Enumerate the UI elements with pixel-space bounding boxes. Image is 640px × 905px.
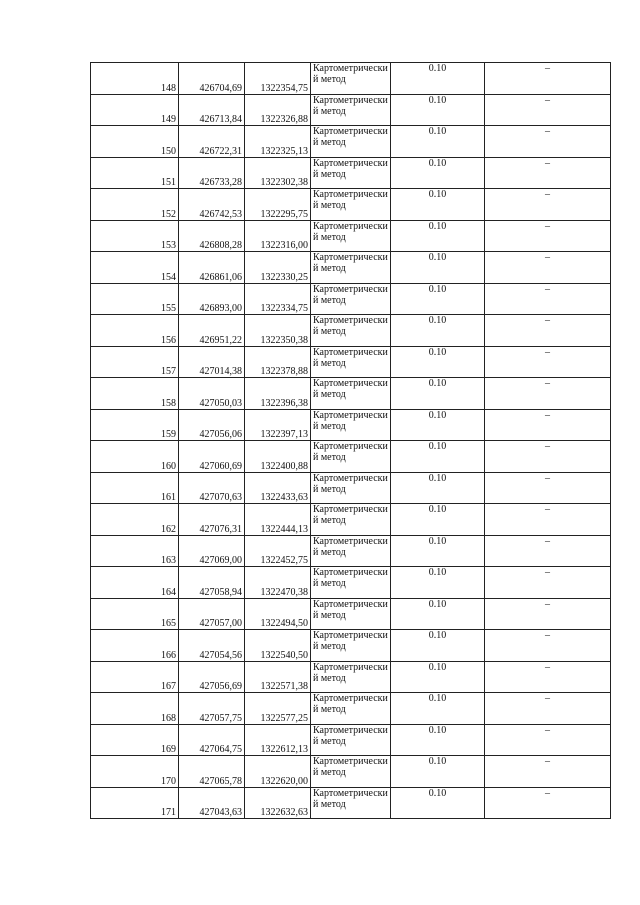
method-cell: Картометрический метод bbox=[311, 787, 391, 819]
note-cell: – bbox=[485, 346, 611, 378]
coordinate-x-cell: 427056,69 bbox=[179, 661, 245, 693]
accuracy-cell: 0.10 bbox=[391, 409, 485, 441]
table-row bbox=[91, 126, 611, 158]
note-cell: – bbox=[485, 787, 611, 819]
point-number-cell: 160 bbox=[91, 441, 179, 473]
method-cell: Картометрический метод bbox=[311, 441, 391, 473]
method-cell: Картометрический метод bbox=[311, 630, 391, 662]
note-cell: – bbox=[485, 756, 611, 788]
note-cell: – bbox=[485, 567, 611, 599]
table-row bbox=[91, 220, 611, 252]
note-cell: – bbox=[485, 315, 611, 347]
accuracy-cell: 0.10 bbox=[391, 661, 485, 693]
accuracy-cell: 0.10 bbox=[391, 630, 485, 662]
coordinate-y-cell: 1322400,88 bbox=[245, 441, 311, 473]
table-row bbox=[91, 693, 611, 725]
accuracy-cell: 0.10 bbox=[391, 598, 485, 630]
coordinate-y-cell: 1322433,63 bbox=[245, 472, 311, 504]
point-number-cell: 155 bbox=[91, 283, 179, 315]
method-cell: Картометрический метод bbox=[311, 409, 391, 441]
table-row bbox=[91, 189, 611, 221]
coordinate-x-cell: 426742,53 bbox=[179, 189, 245, 221]
coordinate-y-cell: 1322397,13 bbox=[245, 409, 311, 441]
accuracy-cell: 0.10 bbox=[391, 189, 485, 221]
point-number-cell: 152 bbox=[91, 189, 179, 221]
accuracy-cell: 0.10 bbox=[391, 441, 485, 473]
accuracy-cell: 0.10 bbox=[391, 252, 485, 284]
point-number-cell: 161 bbox=[91, 472, 179, 504]
coordinate-x-cell: 427076,31 bbox=[179, 504, 245, 536]
table-row bbox=[91, 598, 611, 630]
table-row bbox=[91, 787, 611, 819]
coordinate-y-cell: 1322350,38 bbox=[245, 315, 311, 347]
point-number-cell: 165 bbox=[91, 598, 179, 630]
method-cell: Картометрический метод bbox=[311, 94, 391, 126]
note-cell: – bbox=[485, 630, 611, 662]
method-cell: Картометрический метод bbox=[311, 63, 391, 95]
table-row bbox=[91, 661, 611, 693]
note-cell: – bbox=[485, 283, 611, 315]
note-cell: – bbox=[485, 189, 611, 221]
table-row bbox=[91, 94, 611, 126]
coordinate-y-cell: 1322577,25 bbox=[245, 693, 311, 725]
point-number-cell: 153 bbox=[91, 220, 179, 252]
coordinate-y-cell: 1322444,13 bbox=[245, 504, 311, 536]
accuracy-cell: 0.10 bbox=[391, 220, 485, 252]
table-row bbox=[91, 630, 611, 662]
point-number-cell: 170 bbox=[91, 756, 179, 788]
accuracy-cell: 0.10 bbox=[391, 126, 485, 158]
coordinate-y-cell: 1322494,50 bbox=[245, 598, 311, 630]
accuracy-cell: 0.10 bbox=[391, 504, 485, 536]
note-cell: – bbox=[485, 94, 611, 126]
coordinate-y-cell: 1322396,38 bbox=[245, 378, 311, 410]
coordinate-x-cell: 427069,00 bbox=[179, 535, 245, 567]
point-number-cell: 148 bbox=[91, 63, 179, 95]
point-number-cell: 156 bbox=[91, 315, 179, 347]
method-cell: Картометрический метод bbox=[311, 661, 391, 693]
coordinate-y-cell: 1322295,75 bbox=[245, 189, 311, 221]
note-cell: – bbox=[485, 441, 611, 473]
method-cell: Картометрический метод bbox=[311, 126, 391, 158]
point-number-cell: 168 bbox=[91, 693, 179, 725]
table-row bbox=[91, 504, 611, 536]
table-row bbox=[91, 283, 611, 315]
table-row bbox=[91, 724, 611, 756]
method-cell: Картометрический метод bbox=[311, 378, 391, 410]
coordinate-x-cell: 427054,56 bbox=[179, 630, 245, 662]
coordinate-y-cell: 1322632,63 bbox=[245, 787, 311, 819]
point-number-cell: 169 bbox=[91, 724, 179, 756]
method-cell: Картометрический метод bbox=[311, 693, 391, 725]
coordinate-y-cell: 1322620,00 bbox=[245, 756, 311, 788]
coordinate-x-cell: 426861,06 bbox=[179, 252, 245, 284]
coordinates-table bbox=[90, 62, 611, 819]
coordinate-x-cell: 426893,00 bbox=[179, 283, 245, 315]
coordinate-x-cell: 427058,94 bbox=[179, 567, 245, 599]
accuracy-cell: 0.10 bbox=[391, 157, 485, 189]
point-number-cell: 166 bbox=[91, 630, 179, 662]
coordinate-y-cell: 1322316,00 bbox=[245, 220, 311, 252]
method-cell: Картометрический метод bbox=[311, 567, 391, 599]
accuracy-cell: 0.10 bbox=[391, 756, 485, 788]
note-cell: – bbox=[485, 724, 611, 756]
coordinate-x-cell: 427043,63 bbox=[179, 787, 245, 819]
coordinate-y-cell: 1322330,25 bbox=[245, 252, 311, 284]
table-row bbox=[91, 252, 611, 284]
accuracy-cell: 0.10 bbox=[391, 283, 485, 315]
accuracy-cell: 0.10 bbox=[391, 346, 485, 378]
point-number-cell: 157 bbox=[91, 346, 179, 378]
point-number-cell: 151 bbox=[91, 157, 179, 189]
accuracy-cell: 0.10 bbox=[391, 535, 485, 567]
accuracy-cell: 0.10 bbox=[391, 724, 485, 756]
note-cell: – bbox=[485, 409, 611, 441]
table-row bbox=[91, 378, 611, 410]
coordinate-y-cell: 1322326,88 bbox=[245, 94, 311, 126]
coordinate-y-cell: 1322354,75 bbox=[245, 63, 311, 95]
point-number-cell: 158 bbox=[91, 378, 179, 410]
coordinate-x-cell: 427070,63 bbox=[179, 472, 245, 504]
method-cell: Картометрический метод bbox=[311, 283, 391, 315]
accuracy-cell: 0.10 bbox=[391, 472, 485, 504]
accuracy-cell: 0.10 bbox=[391, 787, 485, 819]
point-number-cell: 171 bbox=[91, 787, 179, 819]
accuracy-cell: 0.10 bbox=[391, 378, 485, 410]
point-number-cell: 167 bbox=[91, 661, 179, 693]
coordinate-x-cell: 427065,78 bbox=[179, 756, 245, 788]
coordinate-y-cell: 1322571,38 bbox=[245, 661, 311, 693]
coordinate-x-cell: 426722,31 bbox=[179, 126, 245, 158]
coordinates-table-body bbox=[91, 63, 611, 819]
point-number-cell: 164 bbox=[91, 567, 179, 599]
coordinate-x-cell: 426808,28 bbox=[179, 220, 245, 252]
table-row bbox=[91, 409, 611, 441]
note-cell: – bbox=[485, 661, 611, 693]
coordinate-x-cell: 426704,69 bbox=[179, 63, 245, 95]
table-row bbox=[91, 315, 611, 347]
coordinate-x-cell: 427014,38 bbox=[179, 346, 245, 378]
coordinate-y-cell: 1322470,38 bbox=[245, 567, 311, 599]
coordinate-y-cell: 1322540,50 bbox=[245, 630, 311, 662]
table-row bbox=[91, 472, 611, 504]
note-cell: – bbox=[485, 157, 611, 189]
table-row bbox=[91, 567, 611, 599]
note-cell: – bbox=[485, 472, 611, 504]
note-cell: – bbox=[485, 378, 611, 410]
coordinate-y-cell: 1322302,38 bbox=[245, 157, 311, 189]
coordinate-x-cell: 427064,75 bbox=[179, 724, 245, 756]
point-number-cell: 162 bbox=[91, 504, 179, 536]
accuracy-cell: 0.10 bbox=[391, 693, 485, 725]
note-cell: – bbox=[485, 693, 611, 725]
coordinate-y-cell: 1322378,88 bbox=[245, 346, 311, 378]
method-cell: Картометрический метод bbox=[311, 157, 391, 189]
coordinate-x-cell: 426951,22 bbox=[179, 315, 245, 347]
note-cell: – bbox=[485, 504, 611, 536]
note-cell: – bbox=[485, 252, 611, 284]
coordinate-x-cell: 427056,06 bbox=[179, 409, 245, 441]
accuracy-cell: 0.10 bbox=[391, 94, 485, 126]
method-cell: Картометрический метод bbox=[311, 504, 391, 536]
coordinate-x-cell: 427057,00 bbox=[179, 598, 245, 630]
method-cell: Картометрический метод bbox=[311, 472, 391, 504]
method-cell: Картометрический метод bbox=[311, 189, 391, 221]
coordinate-x-cell: 426733,28 bbox=[179, 157, 245, 189]
note-cell: – bbox=[485, 220, 611, 252]
method-cell: Картометрический метод bbox=[311, 756, 391, 788]
note-cell: – bbox=[485, 63, 611, 95]
table-row bbox=[91, 441, 611, 473]
table-row bbox=[91, 346, 611, 378]
coordinate-y-cell: 1322452,75 bbox=[245, 535, 311, 567]
method-cell: Картометрический метод bbox=[311, 252, 391, 284]
table-row bbox=[91, 157, 611, 189]
coordinate-y-cell: 1322325,13 bbox=[245, 126, 311, 158]
coordinate-x-cell: 427060,69 bbox=[179, 441, 245, 473]
accuracy-cell: 0.10 bbox=[391, 63, 485, 95]
coordinate-x-cell: 427050,03 bbox=[179, 378, 245, 410]
table-row bbox=[91, 63, 611, 95]
method-cell: Картометрический метод bbox=[311, 724, 391, 756]
accuracy-cell: 0.10 bbox=[391, 315, 485, 347]
method-cell: Картометрический метод bbox=[311, 598, 391, 630]
point-number-cell: 154 bbox=[91, 252, 179, 284]
method-cell: Картометрический метод bbox=[311, 535, 391, 567]
method-cell: Картометрический метод bbox=[311, 346, 391, 378]
coordinate-x-cell: 427057,75 bbox=[179, 693, 245, 725]
note-cell: – bbox=[485, 126, 611, 158]
point-number-cell: 159 bbox=[91, 409, 179, 441]
method-cell: Картометрический метод bbox=[311, 315, 391, 347]
coordinate-y-cell: 1322612,13 bbox=[245, 724, 311, 756]
note-cell: – bbox=[485, 598, 611, 630]
coordinate-y-cell: 1322334,75 bbox=[245, 283, 311, 315]
method-cell: Картометрический метод bbox=[311, 220, 391, 252]
table-row bbox=[91, 756, 611, 788]
coordinate-x-cell: 426713,84 bbox=[179, 94, 245, 126]
point-number-cell: 149 bbox=[91, 94, 179, 126]
point-number-cell: 163 bbox=[91, 535, 179, 567]
point-number-cell: 150 bbox=[91, 126, 179, 158]
accuracy-cell: 0.10 bbox=[391, 567, 485, 599]
note-cell: – bbox=[485, 535, 611, 567]
table-row bbox=[91, 535, 611, 567]
